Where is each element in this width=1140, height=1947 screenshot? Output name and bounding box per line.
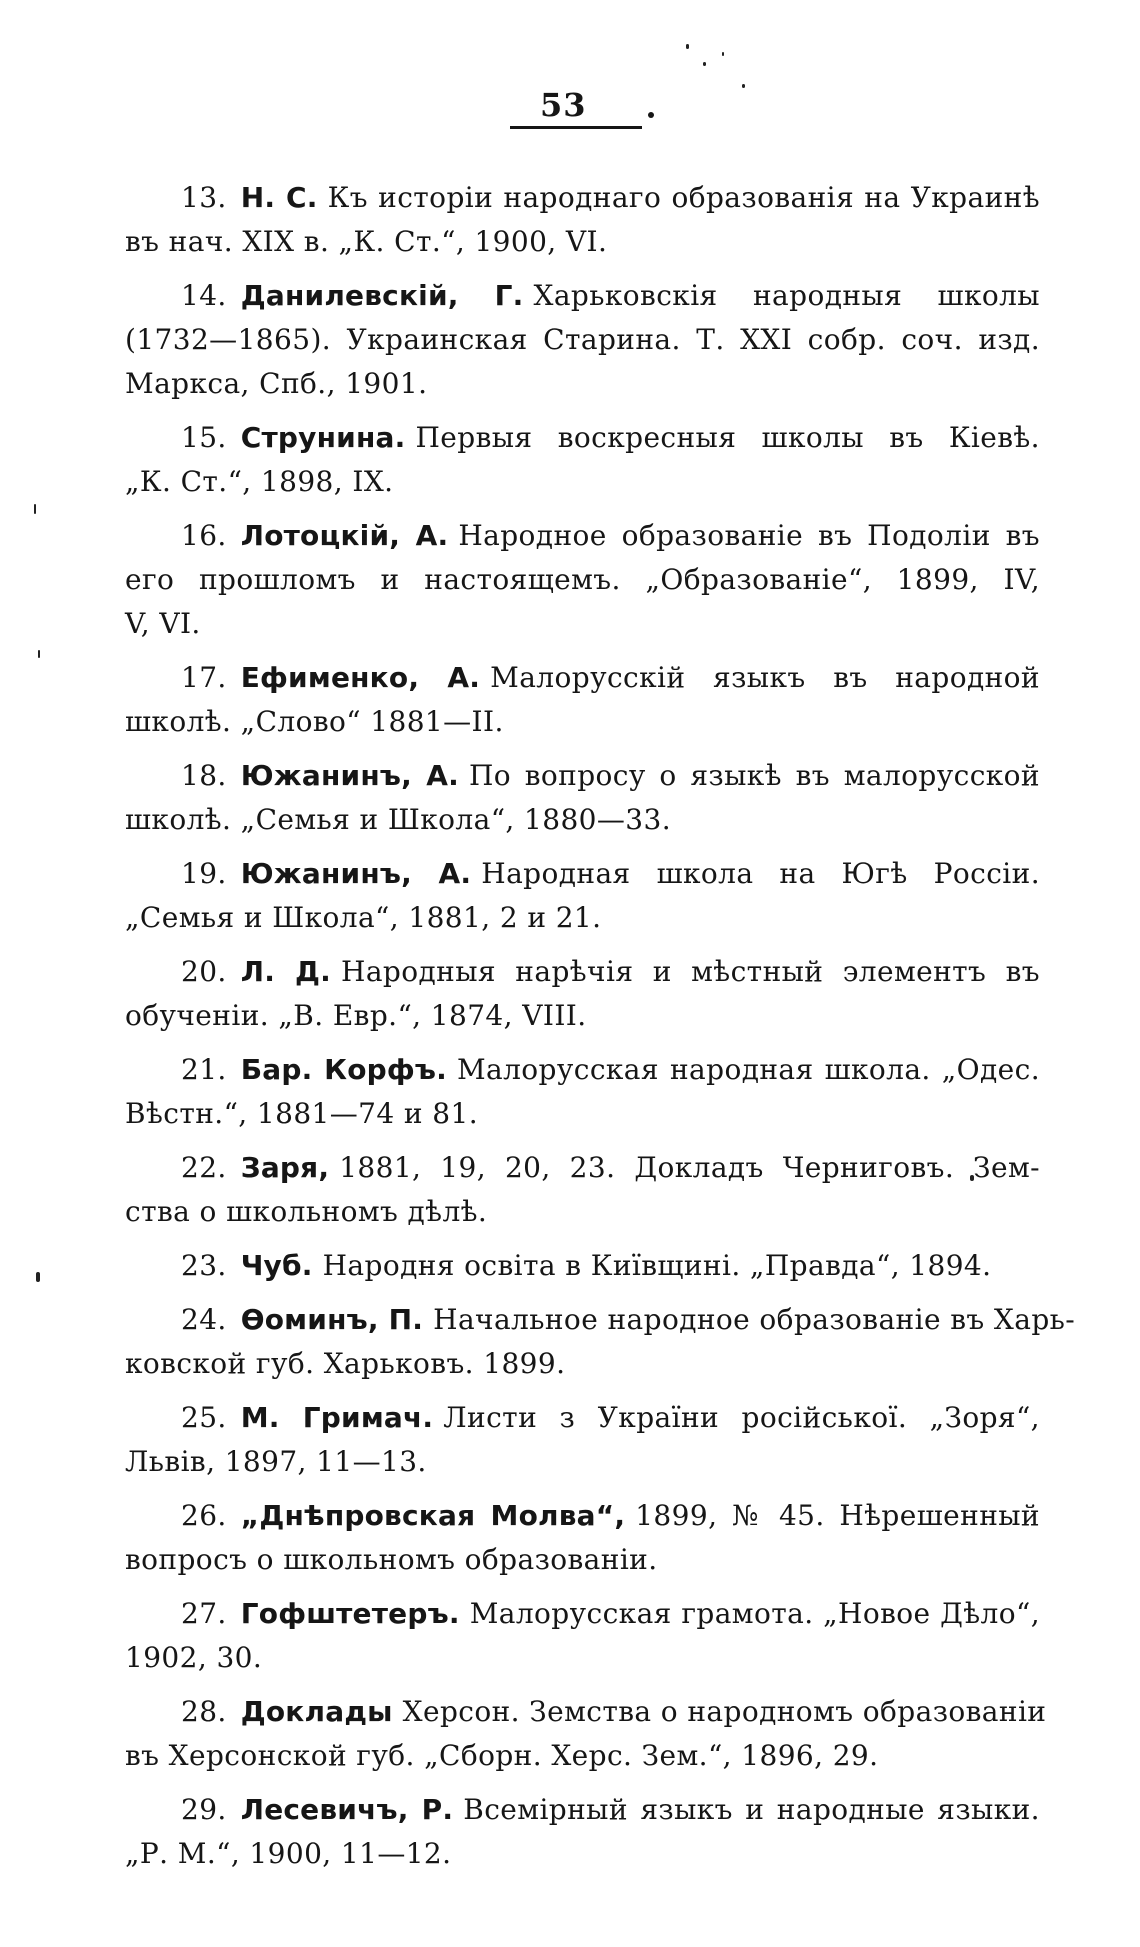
- entry-author: Л. Д.: [240, 955, 331, 988]
- entry-title: Всемiрный языкъ и народные языки.: [463, 1793, 1040, 1826]
- bibliography-entry: [125, 176, 1040, 264]
- entry-number: 25.: [181, 1401, 227, 1434]
- entry-number: 23.: [181, 1249, 227, 1282]
- entry-continuation-line: Львiв, 1897, 11—13.: [125, 1445, 427, 1478]
- bibliography-entry: [125, 1048, 1040, 1136]
- entry-first-line: [125, 1788, 1040, 1832]
- entry-author: М. Гримач.: [240, 1401, 434, 1434]
- entry-author: Доклады: [240, 1695, 393, 1728]
- print-speck: [686, 44, 689, 49]
- bibliography-entry: [125, 1146, 1040, 1234]
- bibliography-entry: [125, 1592, 1040, 1680]
- entry-author: Лесевичъ, Р.: [240, 1793, 454, 1826]
- bibliography-entry: [125, 274, 1040, 406]
- entry-number: 26.: [181, 1499, 227, 1532]
- entry-title: Народня освiта в Київщинi. „Правда“, 1894.: [322, 1249, 992, 1282]
- bibliography-entry: [125, 754, 1040, 842]
- bibliography-entry: [125, 514, 1040, 646]
- entry-continuation-line: Вѣстн.“, 1881—74 и 81.: [125, 1097, 478, 1130]
- entry-number: 16.: [181, 519, 227, 552]
- bibliography-entry: [125, 1396, 1040, 1484]
- print-speck: [722, 52, 724, 56]
- entry-author: Струнина.: [240, 421, 406, 454]
- entry-continuation-line: V, VI.: [125, 607, 201, 640]
- entry-continuation-line: въ нач. XIX в. „К. Ст.“, 1900, VI.: [125, 225, 608, 258]
- entry-author: „Днѣпровская Молва“,: [240, 1499, 626, 1532]
- entry-author: Заря,: [240, 1151, 330, 1184]
- entry-first-line: [125, 1298, 1076, 1342]
- entry-author: Южанинъ, А.: [240, 759, 459, 792]
- page-number-rule: [510, 126, 642, 129]
- entry-title: Харьковскiя народныя школы: [533, 279, 1040, 312]
- bibliography-entry: [125, 1494, 1040, 1582]
- entry-title: Народная школа на Югѣ Россiи.: [481, 857, 1040, 890]
- entry-number: 13.: [181, 181, 227, 214]
- entry-continuation-line: (1732—1865). Украинская Старина. Т. XXI собр. соч. изд.: [125, 323, 1040, 356]
- entry-first-line: [125, 416, 1040, 460]
- entry-first-line: [125, 1592, 1040, 1636]
- entry-continuation-line: ковской губ. Харьковъ. 1899.: [125, 1347, 566, 1380]
- print-speck: [742, 84, 745, 88]
- entry-title: Херсон. Земства о народномъ образованiи: [402, 1695, 1047, 1728]
- entry-author: Н. С.: [240, 181, 318, 214]
- entry-number: 24.: [181, 1303, 227, 1336]
- page-number: 53: [540, 86, 587, 124]
- entry-first-line: [125, 1048, 1040, 1092]
- entry-title: По вопросу о языкѣ въ малорусской: [468, 759, 1040, 792]
- entry-first-line: [125, 656, 1040, 700]
- entry-title: Начальное народное образованiе въ Харь-: [433, 1303, 1076, 1336]
- entry-continuation-line: „К. Ст.“, 1898, IX.: [125, 465, 394, 498]
- entry-author: Данилевскiй, Г.: [240, 279, 524, 312]
- entry-author: Южанинъ, А.: [240, 857, 472, 890]
- bibliography-entry: [125, 1788, 1040, 1876]
- bibliography-list: [125, 176, 1076, 1886]
- print-speck: [38, 650, 40, 658]
- entry-number: 17.: [181, 661, 227, 694]
- entry-number: 15.: [181, 421, 227, 454]
- entry-continuation-line: Маркса, Спб., 1901.: [125, 367, 428, 400]
- print-speck: [36, 1272, 40, 1282]
- entry-author: Лотоцкiй, А.: [240, 519, 449, 552]
- entry-title: Малорусская грамота. „Новое Дѣло“,: [469, 1597, 1040, 1630]
- entry-title: 1899, № 45. Нѣрешенный: [635, 1499, 1040, 1532]
- entry-number: 28.: [181, 1695, 227, 1728]
- entry-continuation-line: его прошломъ и настоящемъ. „Образованiе“, 1899, IV,: [125, 563, 1040, 596]
- entry-first-line: [125, 176, 1040, 220]
- entry-first-line: [125, 1494, 1040, 1538]
- entry-number: 22.: [181, 1151, 227, 1184]
- page-number-dot: [648, 112, 654, 118]
- entry-first-line: [125, 274, 1040, 318]
- bibliography-entry: [125, 852, 1040, 940]
- entry-first-line: [125, 1244, 1040, 1288]
- bibliography-entry: [125, 656, 1040, 744]
- entry-title: Малорусскiй языкъ въ народной: [490, 661, 1040, 694]
- entry-number: 27.: [181, 1597, 227, 1630]
- entry-title: Листи з України росiйської. „Зоря“,: [443, 1401, 1040, 1434]
- entry-title: Къ исторiи народнаго образованiя на Украинѣ: [327, 181, 1040, 214]
- entry-author: Чуб.: [240, 1249, 313, 1282]
- entry-title: Народное образованiе въ Подолiи въ: [458, 519, 1040, 552]
- entry-number: 29.: [181, 1793, 227, 1826]
- bibliography-entry: [125, 1244, 1040, 1288]
- entry-number: 18.: [181, 759, 227, 792]
- entry-continuation-line: „Р. М.“, 1900, 11—12.: [125, 1837, 452, 1870]
- entry-author: Гофштетеръ.: [240, 1597, 460, 1630]
- bibliography-entry: [125, 1298, 1076, 1386]
- entry-number: 20.: [181, 955, 227, 988]
- entry-continuation-line: 1902, 30.: [125, 1641, 263, 1674]
- entry-title: Народныя нарѣчiя и мѣстный элементъ въ: [341, 955, 1040, 988]
- bibliography-entry: [125, 950, 1040, 1038]
- entry-title: Малорусская народная школа. „Одес.: [456, 1053, 1040, 1086]
- entry-continuation-line: „Семья и Школа“, 1881, 2 и 21.: [125, 901, 602, 934]
- entry-first-line: [125, 1690, 1047, 1734]
- entry-continuation-line: школѣ. „Семья и Школа“, 1880—33.: [125, 803, 672, 836]
- entry-continuation-line: въ Херсонской губ. „Сборн. Херс. Зем.“, 1896, 29.: [125, 1739, 879, 1772]
- entry-first-line: [125, 754, 1040, 798]
- entry-author: Ефименко, А.: [240, 661, 481, 694]
- bibliography-entry: [125, 1690, 1047, 1778]
- entry-continuation-line: обученiи. „В. Евр.“, 1874, VIII.: [125, 999, 587, 1032]
- bibliography-entry: [125, 416, 1040, 504]
- entry-continuation-line: ства о школьномъ дѣлѣ.: [125, 1195, 488, 1228]
- print-speck: [703, 62, 706, 66]
- entry-author: Бар. Корфъ.: [240, 1053, 447, 1086]
- entry-number: 19.: [181, 857, 227, 890]
- entry-number: 21.: [181, 1053, 227, 1086]
- entry-first-line: [125, 1146, 1040, 1190]
- entry-first-line: [125, 852, 1040, 896]
- entry-continuation-line: вопросъ о школьномъ образованiи.: [125, 1543, 658, 1576]
- entry-continuation-line: школѣ. „Слово“ 1881—II.: [125, 705, 504, 738]
- entry-first-line: [125, 514, 1040, 558]
- print-speck: [34, 504, 36, 514]
- entry-first-line: [125, 1396, 1040, 1440]
- entry-title: 1881, 19, 20, 23. Докладъ Черниговъ. Зем-: [339, 1151, 1040, 1184]
- entry-first-line: [125, 950, 1040, 994]
- entry-author: Ѳоминъ, П.: [240, 1303, 424, 1336]
- entry-title: Первыя воскресныя школы въ Кiевѣ.: [415, 421, 1040, 454]
- entry-number: 14.: [181, 279, 227, 312]
